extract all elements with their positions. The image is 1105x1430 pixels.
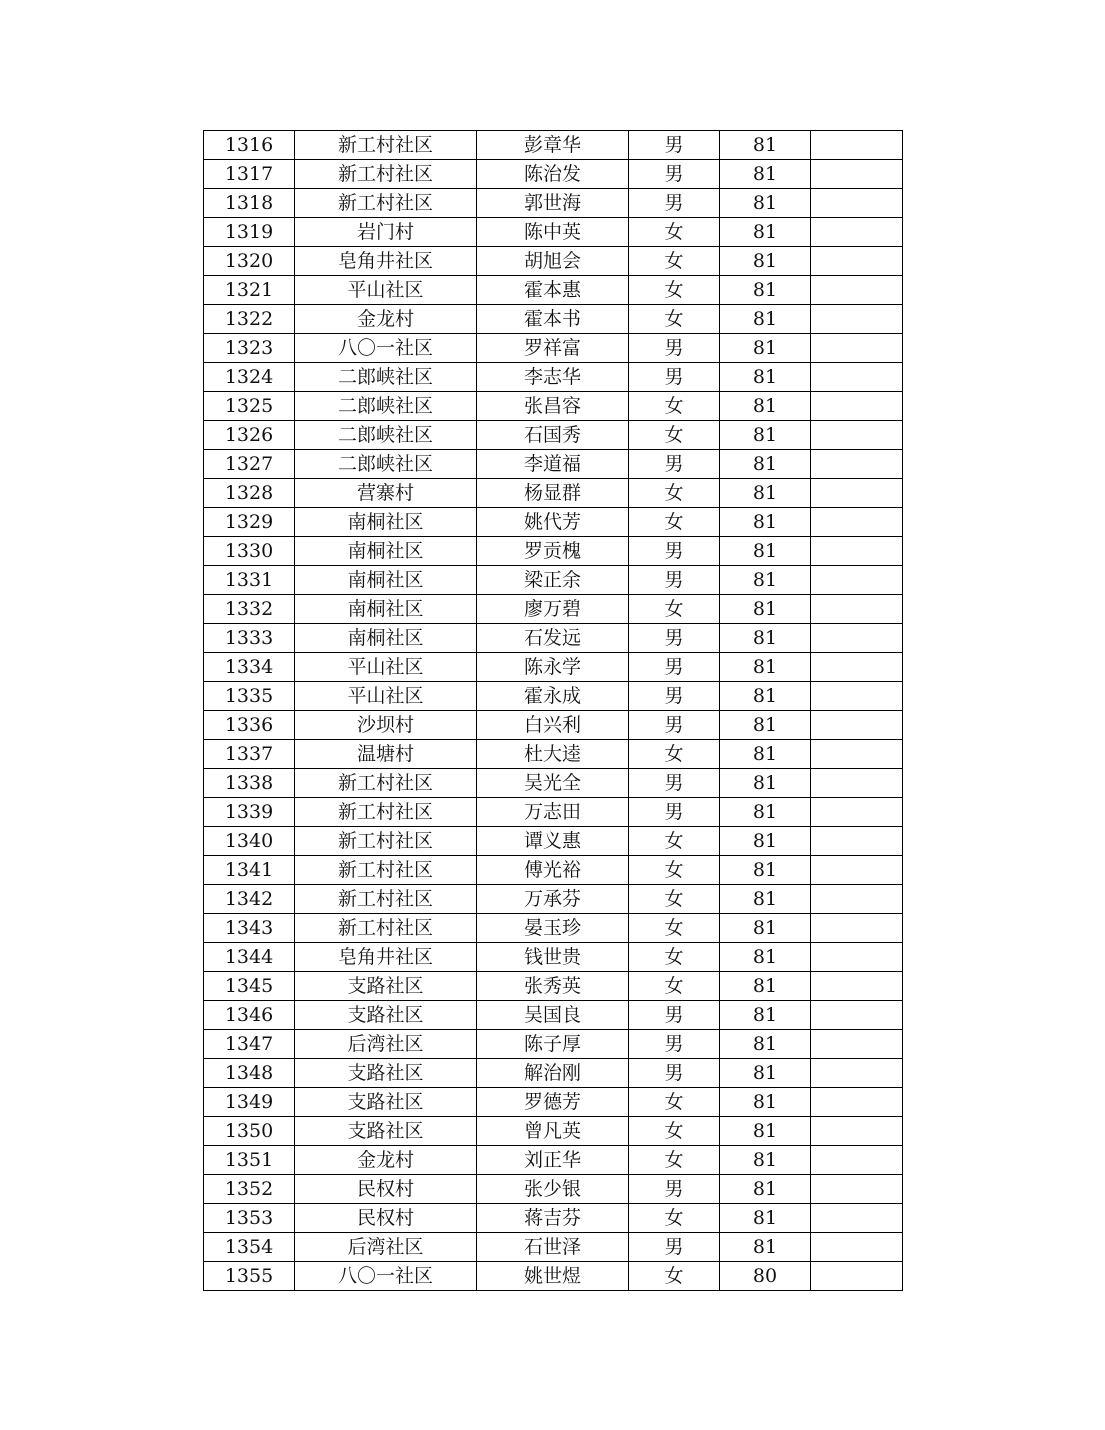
- table-row: [204, 653, 903, 682]
- name-cell: 石世泽: [477, 1233, 629, 1262]
- gender-cell: 男: [629, 131, 720, 160]
- age-cell: 81: [720, 1146, 811, 1175]
- name-cell: 张少银: [477, 1175, 629, 1204]
- row-number-cell: 1345: [204, 972, 295, 1001]
- age-cell: 81: [720, 566, 811, 595]
- row-number-cell: 1340: [204, 827, 295, 856]
- name-cell: 杨显群: [477, 479, 629, 508]
- community-cell: 岩门村: [295, 218, 477, 247]
- name-cell: 霍本书: [477, 305, 629, 334]
- name-cell: 陈子厚: [477, 1030, 629, 1059]
- age-cell: 81: [720, 624, 811, 653]
- table-row: [204, 479, 903, 508]
- name-cell: 曾凡英: [477, 1117, 629, 1146]
- gender-cell: 男: [629, 1001, 720, 1030]
- note-cell: [811, 1204, 903, 1233]
- row-number-cell: 1334: [204, 653, 295, 682]
- age-cell: 81: [720, 943, 811, 972]
- note-cell: [811, 914, 903, 943]
- table-row: [204, 160, 903, 189]
- note-cell: [811, 740, 903, 769]
- age-cell: 81: [720, 1117, 811, 1146]
- age-cell: 81: [720, 885, 811, 914]
- community-cell: 民权村: [295, 1175, 477, 1204]
- row-number-cell: 1332: [204, 595, 295, 624]
- gender-cell: 男: [629, 769, 720, 798]
- table-row: [204, 827, 903, 856]
- name-cell: 霍本惠: [477, 276, 629, 305]
- community-cell: 支路社区: [295, 972, 477, 1001]
- row-number-cell: 1348: [204, 1059, 295, 1088]
- gender-cell: 女: [629, 1088, 720, 1117]
- name-cell: 陈中英: [477, 218, 629, 247]
- note-cell: [811, 450, 903, 479]
- community-cell: 支路社区: [295, 1001, 477, 1030]
- gender-cell: 女: [629, 1204, 720, 1233]
- age-cell: 81: [720, 972, 811, 1001]
- name-cell: 白兴利: [477, 711, 629, 740]
- note-cell: [811, 479, 903, 508]
- gender-cell: 男: [629, 653, 720, 682]
- age-cell: 81: [720, 682, 811, 711]
- row-number-cell: 1339: [204, 798, 295, 827]
- community-cell: 平山社区: [295, 653, 477, 682]
- gender-cell: 男: [629, 160, 720, 189]
- note-cell: [811, 421, 903, 450]
- note-cell: [811, 1117, 903, 1146]
- age-cell: 81: [720, 189, 811, 218]
- name-cell: 姚代芳: [477, 508, 629, 537]
- row-number-cell: 1346: [204, 1001, 295, 1030]
- name-cell: 李道福: [477, 450, 629, 479]
- age-cell: 81: [720, 711, 811, 740]
- table-row: [204, 972, 903, 1001]
- table-row: [204, 943, 903, 972]
- age-cell: 81: [720, 595, 811, 624]
- age-cell: 81: [720, 1030, 811, 1059]
- table-row: [204, 131, 903, 160]
- gender-cell: 女: [629, 508, 720, 537]
- community-cell: 平山社区: [295, 276, 477, 305]
- name-cell: 石国秀: [477, 421, 629, 450]
- row-number-cell: 1319: [204, 218, 295, 247]
- table-row: [204, 537, 903, 566]
- gender-cell: 男: [629, 450, 720, 479]
- row-number-cell: 1324: [204, 363, 295, 392]
- table-row: [204, 1262, 903, 1291]
- table-row: [204, 1059, 903, 1088]
- community-cell: 皂角井社区: [295, 247, 477, 276]
- table-row: [204, 1088, 903, 1117]
- row-number-cell: 1352: [204, 1175, 295, 1204]
- row-number-cell: 1323: [204, 334, 295, 363]
- note-cell: [811, 1262, 903, 1291]
- community-cell: 南桐社区: [295, 624, 477, 653]
- age-cell: 81: [720, 653, 811, 682]
- note-cell: [811, 537, 903, 566]
- community-cell: 新工村社区: [295, 160, 477, 189]
- community-cell: 金龙村: [295, 1146, 477, 1175]
- age-cell: 81: [720, 334, 811, 363]
- table-row: [204, 740, 903, 769]
- age-cell: 81: [720, 798, 811, 827]
- note-cell: [811, 131, 903, 160]
- age-cell: 81: [720, 247, 811, 276]
- row-number-cell: 1337: [204, 740, 295, 769]
- note-cell: [811, 1146, 903, 1175]
- gender-cell: 女: [629, 856, 720, 885]
- age-cell: 81: [720, 537, 811, 566]
- name-cell: 张秀英: [477, 972, 629, 1001]
- community-cell: 八〇一社区: [295, 334, 477, 363]
- community-cell: 二郎峡社区: [295, 421, 477, 450]
- age-cell: 81: [720, 421, 811, 450]
- table-row: [204, 914, 903, 943]
- name-cell: 郭世海: [477, 189, 629, 218]
- community-cell: 南桐社区: [295, 566, 477, 595]
- age-cell: 81: [720, 740, 811, 769]
- age-cell: 81: [720, 392, 811, 421]
- age-cell: 81: [720, 218, 811, 247]
- note-cell: [811, 827, 903, 856]
- gender-cell: 男: [629, 1030, 720, 1059]
- note-cell: [811, 595, 903, 624]
- age-cell: 81: [720, 131, 811, 160]
- table-row: [204, 1204, 903, 1233]
- row-number-cell: 1335: [204, 682, 295, 711]
- gender-cell: 男: [629, 334, 720, 363]
- name-cell: 霍永成: [477, 682, 629, 711]
- row-number-cell: 1327: [204, 450, 295, 479]
- table-row: [204, 769, 903, 798]
- name-cell: 刘正华: [477, 1146, 629, 1175]
- community-cell: 民权村: [295, 1204, 477, 1233]
- table-row: [204, 508, 903, 537]
- note-cell: [811, 769, 903, 798]
- table-row: [204, 276, 903, 305]
- gender-cell: 男: [629, 798, 720, 827]
- gender-cell: 女: [629, 914, 720, 943]
- note-cell: [811, 160, 903, 189]
- note-cell: [811, 392, 903, 421]
- name-cell: 蒋吉芬: [477, 1204, 629, 1233]
- community-cell: 二郎峡社区: [295, 450, 477, 479]
- gender-cell: 女: [629, 943, 720, 972]
- row-number-cell: 1342: [204, 885, 295, 914]
- row-number-cell: 1338: [204, 769, 295, 798]
- table-row: [204, 363, 903, 392]
- community-cell: 南桐社区: [295, 537, 477, 566]
- age-cell: 81: [720, 856, 811, 885]
- row-number-cell: 1341: [204, 856, 295, 885]
- name-cell: 钱世贵: [477, 943, 629, 972]
- note-cell: [811, 711, 903, 740]
- name-cell: 罗德芳: [477, 1088, 629, 1117]
- note-cell: [811, 276, 903, 305]
- community-cell: 支路社区: [295, 1088, 477, 1117]
- gender-cell: 女: [629, 1146, 720, 1175]
- name-cell: 李志华: [477, 363, 629, 392]
- community-cell: 二郎峡社区: [295, 363, 477, 392]
- community-cell: 温塘村: [295, 740, 477, 769]
- age-cell: 81: [720, 276, 811, 305]
- row-number-cell: 1347: [204, 1030, 295, 1059]
- table-row: [204, 450, 903, 479]
- table-row: [204, 1030, 903, 1059]
- note-cell: [811, 189, 903, 218]
- gender-cell: 女: [629, 972, 720, 1001]
- gender-cell: 女: [629, 479, 720, 508]
- gender-cell: 男: [629, 189, 720, 218]
- community-cell: 沙坝村: [295, 711, 477, 740]
- note-cell: [811, 247, 903, 276]
- community-cell: 皂角井社区: [295, 943, 477, 972]
- gender-cell: 男: [629, 537, 720, 566]
- row-number-cell: 1353: [204, 1204, 295, 1233]
- table-row: [204, 885, 903, 914]
- table-row: [204, 711, 903, 740]
- note-cell: [811, 653, 903, 682]
- row-number-cell: 1336: [204, 711, 295, 740]
- community-cell: 二郎峡社区: [295, 392, 477, 421]
- table-row: [204, 682, 903, 711]
- age-cell: 81: [720, 1059, 811, 1088]
- table-row: [204, 798, 903, 827]
- name-cell: 罗祥富: [477, 334, 629, 363]
- row-number-cell: 1330: [204, 537, 295, 566]
- gender-cell: 男: [629, 1233, 720, 1262]
- gender-cell: 男: [629, 624, 720, 653]
- community-cell: 八〇一社区: [295, 1262, 477, 1291]
- row-number-cell: 1320: [204, 247, 295, 276]
- gender-cell: 女: [629, 421, 720, 450]
- table-row: [204, 856, 903, 885]
- note-cell: [811, 218, 903, 247]
- gender-cell: 女: [629, 1262, 720, 1291]
- name-cell: 张昌容: [477, 392, 629, 421]
- age-cell: 81: [720, 1204, 811, 1233]
- community-cell: 新工村社区: [295, 856, 477, 885]
- gender-cell: 女: [629, 218, 720, 247]
- table-row: [204, 1175, 903, 1204]
- note-cell: [811, 1030, 903, 1059]
- row-number-cell: 1331: [204, 566, 295, 595]
- table-row: [204, 566, 903, 595]
- community-cell: 平山社区: [295, 682, 477, 711]
- community-cell: 支路社区: [295, 1117, 477, 1146]
- name-cell: 晏玉珍: [477, 914, 629, 943]
- name-cell: 解治刚: [477, 1059, 629, 1088]
- community-cell: 金龙村: [295, 305, 477, 334]
- roster-table-body: [204, 131, 903, 1291]
- gender-cell: 女: [629, 276, 720, 305]
- community-cell: 南桐社区: [295, 595, 477, 624]
- roster-table: [203, 130, 903, 1291]
- table-row: [204, 247, 903, 276]
- community-cell: 新工村社区: [295, 914, 477, 943]
- age-cell: 81: [720, 914, 811, 943]
- community-cell: 新工村社区: [295, 189, 477, 218]
- age-cell: 81: [720, 827, 811, 856]
- row-number-cell: 1333: [204, 624, 295, 653]
- table-row: [204, 334, 903, 363]
- note-cell: [811, 856, 903, 885]
- note-cell: [811, 1175, 903, 1204]
- table-row: [204, 1117, 903, 1146]
- gender-cell: 女: [629, 305, 720, 334]
- gender-cell: 男: [629, 1175, 720, 1204]
- name-cell: 吴国良: [477, 1001, 629, 1030]
- note-cell: [811, 1001, 903, 1030]
- name-cell: 傅光裕: [477, 856, 629, 885]
- age-cell: 81: [720, 508, 811, 537]
- row-number-cell: 1344: [204, 943, 295, 972]
- community-cell: 新工村社区: [295, 131, 477, 160]
- name-cell: 陈永学: [477, 653, 629, 682]
- name-cell: 罗贡槐: [477, 537, 629, 566]
- gender-cell: 男: [629, 1059, 720, 1088]
- age-cell: 81: [720, 1088, 811, 1117]
- row-number-cell: 1349: [204, 1088, 295, 1117]
- name-cell: 陈治发: [477, 160, 629, 189]
- table-row: [204, 624, 903, 653]
- community-cell: 新工村社区: [295, 798, 477, 827]
- age-cell: 81: [720, 305, 811, 334]
- gender-cell: 女: [629, 885, 720, 914]
- note-cell: [811, 943, 903, 972]
- table-row: [204, 595, 903, 624]
- row-number-cell: 1326: [204, 421, 295, 450]
- row-number-cell: 1350: [204, 1117, 295, 1146]
- gender-cell: 女: [629, 1117, 720, 1146]
- community-cell: 后湾社区: [295, 1233, 477, 1262]
- community-cell: 南桐社区: [295, 508, 477, 537]
- row-number-cell: 1321: [204, 276, 295, 305]
- table-row: [204, 1001, 903, 1030]
- name-cell: 姚世煜: [477, 1262, 629, 1291]
- gender-cell: 男: [629, 566, 720, 595]
- age-cell: 80: [720, 1262, 811, 1291]
- name-cell: 梁正余: [477, 566, 629, 595]
- row-number-cell: 1343: [204, 914, 295, 943]
- age-cell: 81: [720, 769, 811, 798]
- note-cell: [811, 885, 903, 914]
- row-number-cell: 1355: [204, 1262, 295, 1291]
- gender-cell: 女: [629, 595, 720, 624]
- age-cell: 81: [720, 1233, 811, 1262]
- table-row: [204, 305, 903, 334]
- name-cell: 万志田: [477, 798, 629, 827]
- row-number-cell: 1328: [204, 479, 295, 508]
- age-cell: 81: [720, 1175, 811, 1204]
- note-cell: [811, 624, 903, 653]
- row-number-cell: 1322: [204, 305, 295, 334]
- gender-cell: 女: [629, 392, 720, 421]
- name-cell: 石发远: [477, 624, 629, 653]
- note-cell: [811, 1088, 903, 1117]
- note-cell: [811, 1059, 903, 1088]
- note-cell: [811, 305, 903, 334]
- name-cell: 吴光全: [477, 769, 629, 798]
- table-row: [204, 218, 903, 247]
- row-number-cell: 1325: [204, 392, 295, 421]
- community-cell: 后湾社区: [295, 1030, 477, 1059]
- table-row: [204, 421, 903, 450]
- name-cell: 杜大逵: [477, 740, 629, 769]
- age-cell: 81: [720, 479, 811, 508]
- note-cell: [811, 798, 903, 827]
- gender-cell: 男: [629, 363, 720, 392]
- table-row: [204, 392, 903, 421]
- table-row: [204, 1146, 903, 1175]
- age-cell: 81: [720, 160, 811, 189]
- community-cell: 营寨村: [295, 479, 477, 508]
- note-cell: [811, 508, 903, 537]
- name-cell: 万承芬: [477, 885, 629, 914]
- row-number-cell: 1351: [204, 1146, 295, 1175]
- community-cell: 新工村社区: [295, 769, 477, 798]
- community-cell: 新工村社区: [295, 827, 477, 856]
- age-cell: 81: [720, 450, 811, 479]
- name-cell: 谭义惠: [477, 827, 629, 856]
- note-cell: [811, 566, 903, 595]
- name-cell: 廖万碧: [477, 595, 629, 624]
- note-cell: [811, 363, 903, 392]
- row-number-cell: 1354: [204, 1233, 295, 1262]
- table-row: [204, 1233, 903, 1262]
- row-number-cell: 1317: [204, 160, 295, 189]
- gender-cell: 女: [629, 740, 720, 769]
- note-cell: [811, 1233, 903, 1262]
- age-cell: 81: [720, 363, 811, 392]
- gender-cell: 男: [629, 682, 720, 711]
- gender-cell: 女: [629, 827, 720, 856]
- note-cell: [811, 972, 903, 1001]
- name-cell: 胡旭会: [477, 247, 629, 276]
- name-cell: 彭章华: [477, 131, 629, 160]
- row-number-cell: 1316: [204, 131, 295, 160]
- row-number-cell: 1318: [204, 189, 295, 218]
- gender-cell: 男: [629, 711, 720, 740]
- note-cell: [811, 682, 903, 711]
- community-cell: 新工村社区: [295, 885, 477, 914]
- community-cell: 支路社区: [295, 1059, 477, 1088]
- gender-cell: 女: [629, 247, 720, 276]
- note-cell: [811, 334, 903, 363]
- table-row: [204, 189, 903, 218]
- row-number-cell: 1329: [204, 508, 295, 537]
- age-cell: 81: [720, 1001, 811, 1030]
